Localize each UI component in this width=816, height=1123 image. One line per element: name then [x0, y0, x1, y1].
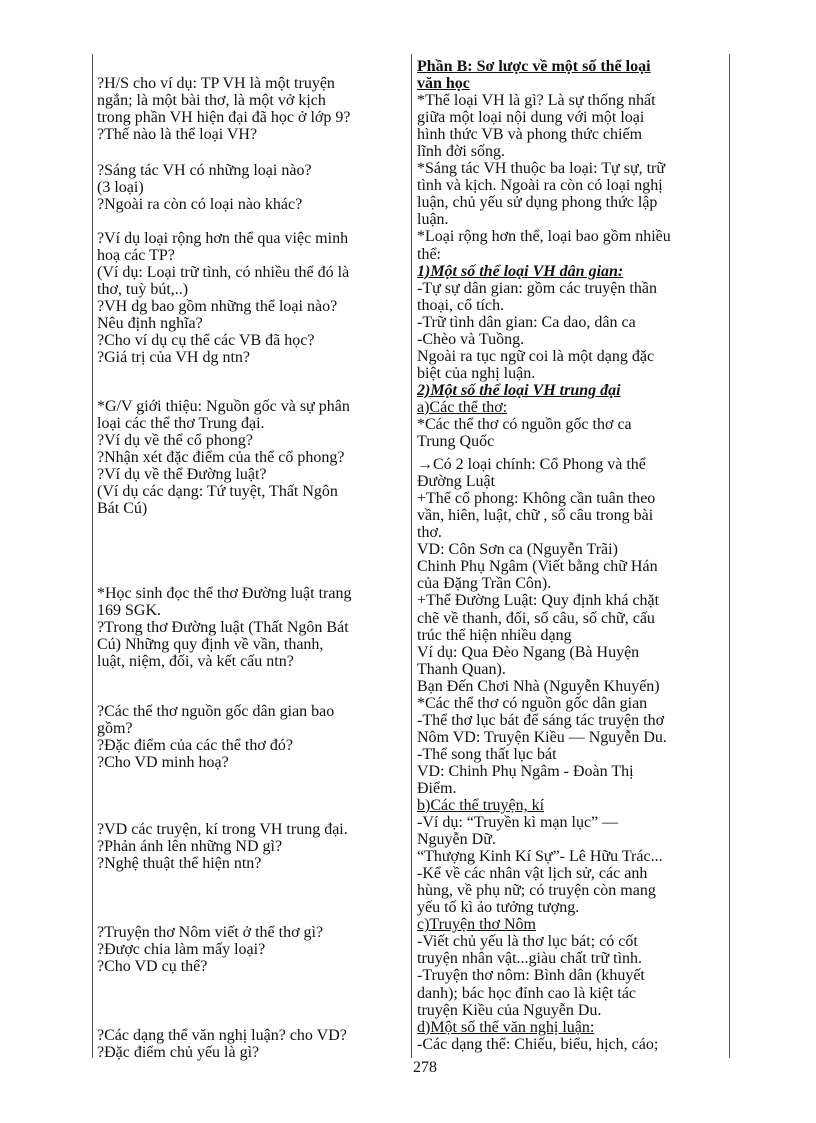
column-divider — [411, 54, 412, 1058]
question-line: ?Phản ánh lên những ND gì? — [97, 838, 283, 856]
content-line: Bạn Đến Chơi Nhà (Nguyễn Khuyến) — [417, 677, 660, 695]
content-line: +Thể cổ phong: Không cần tuân theo — [417, 490, 656, 508]
question-block — [97, 821, 407, 872]
question-line: trong phần VH hiện đại đã học ở lớp 9? — [97, 109, 351, 127]
content-line: *Các thể thơ có nguồn gốc dân gian — [417, 694, 648, 712]
content-line: -Chèo và Tuồng. — [417, 330, 525, 348]
question-line: ?Cho VD minh hoạ? — [97, 754, 229, 772]
question-line: ?Sáng tác VH có những loại nào? — [97, 162, 312, 179]
content-line: *Sáng tác VH thuộc ba loại: Tự sự, trữ — [417, 160, 666, 178]
content-line: →Có 2 loại chính: Cổ Phong và thể — [417, 456, 646, 474]
question-line: ?Nhận xét đặc điểm của thể cổ phong? — [97, 449, 345, 467]
question-line: ?VD các truyện, kí trong VH trung đại. — [97, 821, 348, 838]
section-heading: c)Truyện thơ Nôm — [417, 916, 536, 934]
content-line: VD: Chinh Phụ Ngâm - Đoàn Thị — [417, 762, 634, 780]
section-heading: 1)Một số thể loại VH dân gian: — [417, 262, 624, 280]
content-line: thơ. — [417, 524, 442, 542]
question-block — [97, 585, 407, 670]
question-line: ngắn; là một bài thơ, là một vở kịch — [97, 92, 326, 110]
question-line: ?Trong thơ Đường luật (Thất Ngôn Bát — [97, 619, 349, 637]
question-line: ?Cho ví dụ cụ thể các VB đã học? — [97, 332, 315, 350]
content-line: tình và kịch. Ngoài ra còn có loại nghị — [417, 177, 663, 195]
content-line: giữa một loại nội dung với một loại — [417, 109, 645, 127]
question-line: Bát Cú) — [97, 500, 148, 518]
question-line: ?Ví dụ về thể Đường luật? — [97, 466, 267, 484]
content-line: *Thể loại VH là gì? Là sự thống nhất — [417, 92, 656, 110]
content-line: lĩnh đời sống. — [417, 143, 506, 161]
content-line: -Thể thơ lục bát để sáng tác truyện thơ — [417, 711, 665, 729]
lesson-table — [92, 54, 730, 1062]
content-line: luận, chủ yếu sử dụng phong thức lập — [417, 194, 658, 212]
content-line: biệt của nghị luận. — [417, 364, 536, 382]
question-block — [97, 162, 407, 213]
section-heading: 2)Một số thể loại VH trung đại — [417, 381, 621, 399]
question-block — [97, 75, 407, 143]
content-line: Nguyễn Dữ. — [417, 831, 496, 849]
question-block — [97, 398, 407, 517]
content-line: Nôm VD: Truyện Kiều — Nguyễn Du. — [417, 728, 667, 746]
content-line: Chinh Phụ Ngâm (Viết bằng chữ Hán — [417, 558, 658, 576]
content-line: hình thức VB và phong thức chiếm — [417, 126, 643, 144]
question-line: ?Ví dụ về thể cổ phong? — [97, 432, 253, 450]
question-line: luật, niệm, đối, và kết cấu ntn? — [97, 653, 294, 671]
question-block — [97, 924, 407, 975]
content-line: truyện nhân vật...giàu chất trữ tình. — [417, 950, 643, 968]
content-line: Thanh Quan). — [417, 660, 506, 678]
question-line: ?Giá trị của VH dg ntn? — [97, 349, 250, 367]
content-line: yếu tố kì ảo tưởng tượng. — [417, 899, 580, 917]
question-line: ?Truyện thơ Nôm viết ở thể thơ gì? — [97, 924, 324, 941]
question-line: ?Được chia làm mấy loại? — [97, 941, 266, 959]
question-line: *Học sinh đọc thể thơ Đường luật trang — [97, 585, 352, 602]
section-heading: văn học — [417, 75, 470, 93]
question-line: ?Cho VD cụ thể? — [97, 958, 208, 976]
content-line: Đường Luật — [417, 473, 496, 491]
question-line: gồm? — [97, 720, 133, 738]
question-line: (Ví dụ: Loại trữ tình, có nhiều thể đó là — [97, 264, 350, 282]
content-line: Ngoài ra tục ngữ coi là một dạng đặc — [417, 347, 655, 365]
question-line: loại các thể thơ Trung đại. — [97, 415, 265, 433]
content-line: *Loại rộng hơn thể, loại bao gồm nhiều — [417, 228, 671, 246]
content-line: -Tự sự dân gian: gồm các truyện thần — [417, 279, 657, 297]
content-line: chẽ về thanh, đối, số câu, số chữ, cấu — [417, 609, 655, 627]
section-heading: d)Một số thể văn nghị luận: — [417, 1018, 595, 1036]
question-line: ?Nghệ thuật thể hiện ntn? — [97, 855, 262, 873]
content-line: *Các thể thơ có nguồn gốc thơ ca — [417, 415, 632, 433]
content-line: -Truyện thơ nôm: Bình dân (khuyết — [417, 967, 645, 985]
content-line: Điểm. — [417, 779, 457, 797]
section-heading: a)Các thể thơ: — [417, 398, 508, 416]
question-line: (Ví dụ các dạng: Tứ tuyệt, Thất Ngôn — [97, 483, 338, 501]
question-line: ?Ví dụ loại rộng hơn thể qua việc minh — [97, 230, 349, 247]
question-line: ?Đặc điểm của các thể thơ đó? — [97, 737, 293, 755]
question-line: (3 loại) — [97, 179, 144, 197]
content-line: luận. — [417, 211, 449, 229]
content-line: thể: — [417, 245, 441, 263]
content-line: danh); bác học đỉnh cao là kiệt tác — [417, 984, 637, 1002]
question-line: Cú) Những quy định về vần, thanh, — [97, 636, 324, 654]
question-block — [97, 230, 407, 366]
question-line: ?VH dg bao gồm những thể loại nào? — [97, 298, 338, 316]
content-line: thoại, cổ tích. — [417, 296, 505, 314]
content-line: -Kể về các nhân vật lịch sử, các anh — [417, 865, 648, 883]
question-line: ?Các dạng thể văn nghị luận? cho VD? — [97, 1027, 347, 1044]
question-line: hoạ các TP? — [97, 247, 175, 265]
page-number: 278 — [413, 1059, 437, 1076]
question-line: ?H/S cho ví dụ: TP VH là một truyện — [97, 75, 335, 92]
content-line: “Thượng Kinh Kí Sự”- Lê Hữu Trác... — [417, 848, 663, 866]
content-line: trúc thể hiện nhiều dạng — [417, 626, 572, 644]
question-line: ?Ngoài ra còn có loại nào khác? — [97, 196, 303, 214]
content-line: -Trữ tình dân gian: Ca dao, dân ca — [417, 313, 636, 331]
content-line: -Thể song thất lục bát — [417, 745, 557, 763]
content-line: -Viết chủ yếu là thơ lục bát; có cốt — [417, 933, 638, 951]
content-line: Ví dụ: Qua Đèo Ngang (Bà Huyện — [417, 643, 640, 661]
content-line: +Thể Đường Luật: Quy định khá chặt — [417, 592, 660, 610]
question-line: ?Các thể thơ nguồn gốc dân gian bao — [97, 703, 335, 720]
question-block — [97, 703, 407, 771]
content-line: của Đặng Trần Côn). — [417, 575, 552, 593]
question-line: ?Đặc điểm chủ yếu là gì? — [97, 1044, 260, 1062]
content-line: VD: Côn Sơn ca (Nguyễn Trãi) — [417, 541, 618, 559]
question-line: *G/V giới thiệu: Nguồn gốc và sự phân — [97, 398, 350, 415]
content-line: vần, hiên, luật, chữ , số câu trong bài — [417, 507, 654, 525]
lesson-content-column — [417, 58, 727, 1053]
question-line: Nêu định nghĩa? — [97, 315, 203, 333]
content-line: Trung Quốc — [417, 433, 495, 451]
question-line: thơ, tuỳ bút,..) — [97, 281, 189, 299]
question-line: 169 SGK. — [97, 602, 162, 620]
content-line: truyện Kiều của Nguyễn Du. — [417, 1001, 602, 1019]
question-block — [97, 1027, 407, 1061]
section-heading: Phần B: Sơ lược về một số thể loại — [417, 58, 651, 75]
content-line: hùng, về phụ nữ; có truyện còn mang — [417, 882, 656, 900]
section-heading: b)Các thể truyện, kí — [417, 797, 545, 815]
content-line: -Ví dụ: “Truyền kì mạn lục” — — [417, 814, 619, 832]
question-line: ?Thế nào là thể loại VH? — [97, 126, 258, 144]
content-line: -Các dạng thể: Chiếu, biểu, hịch, cáo; — [417, 1035, 659, 1053]
